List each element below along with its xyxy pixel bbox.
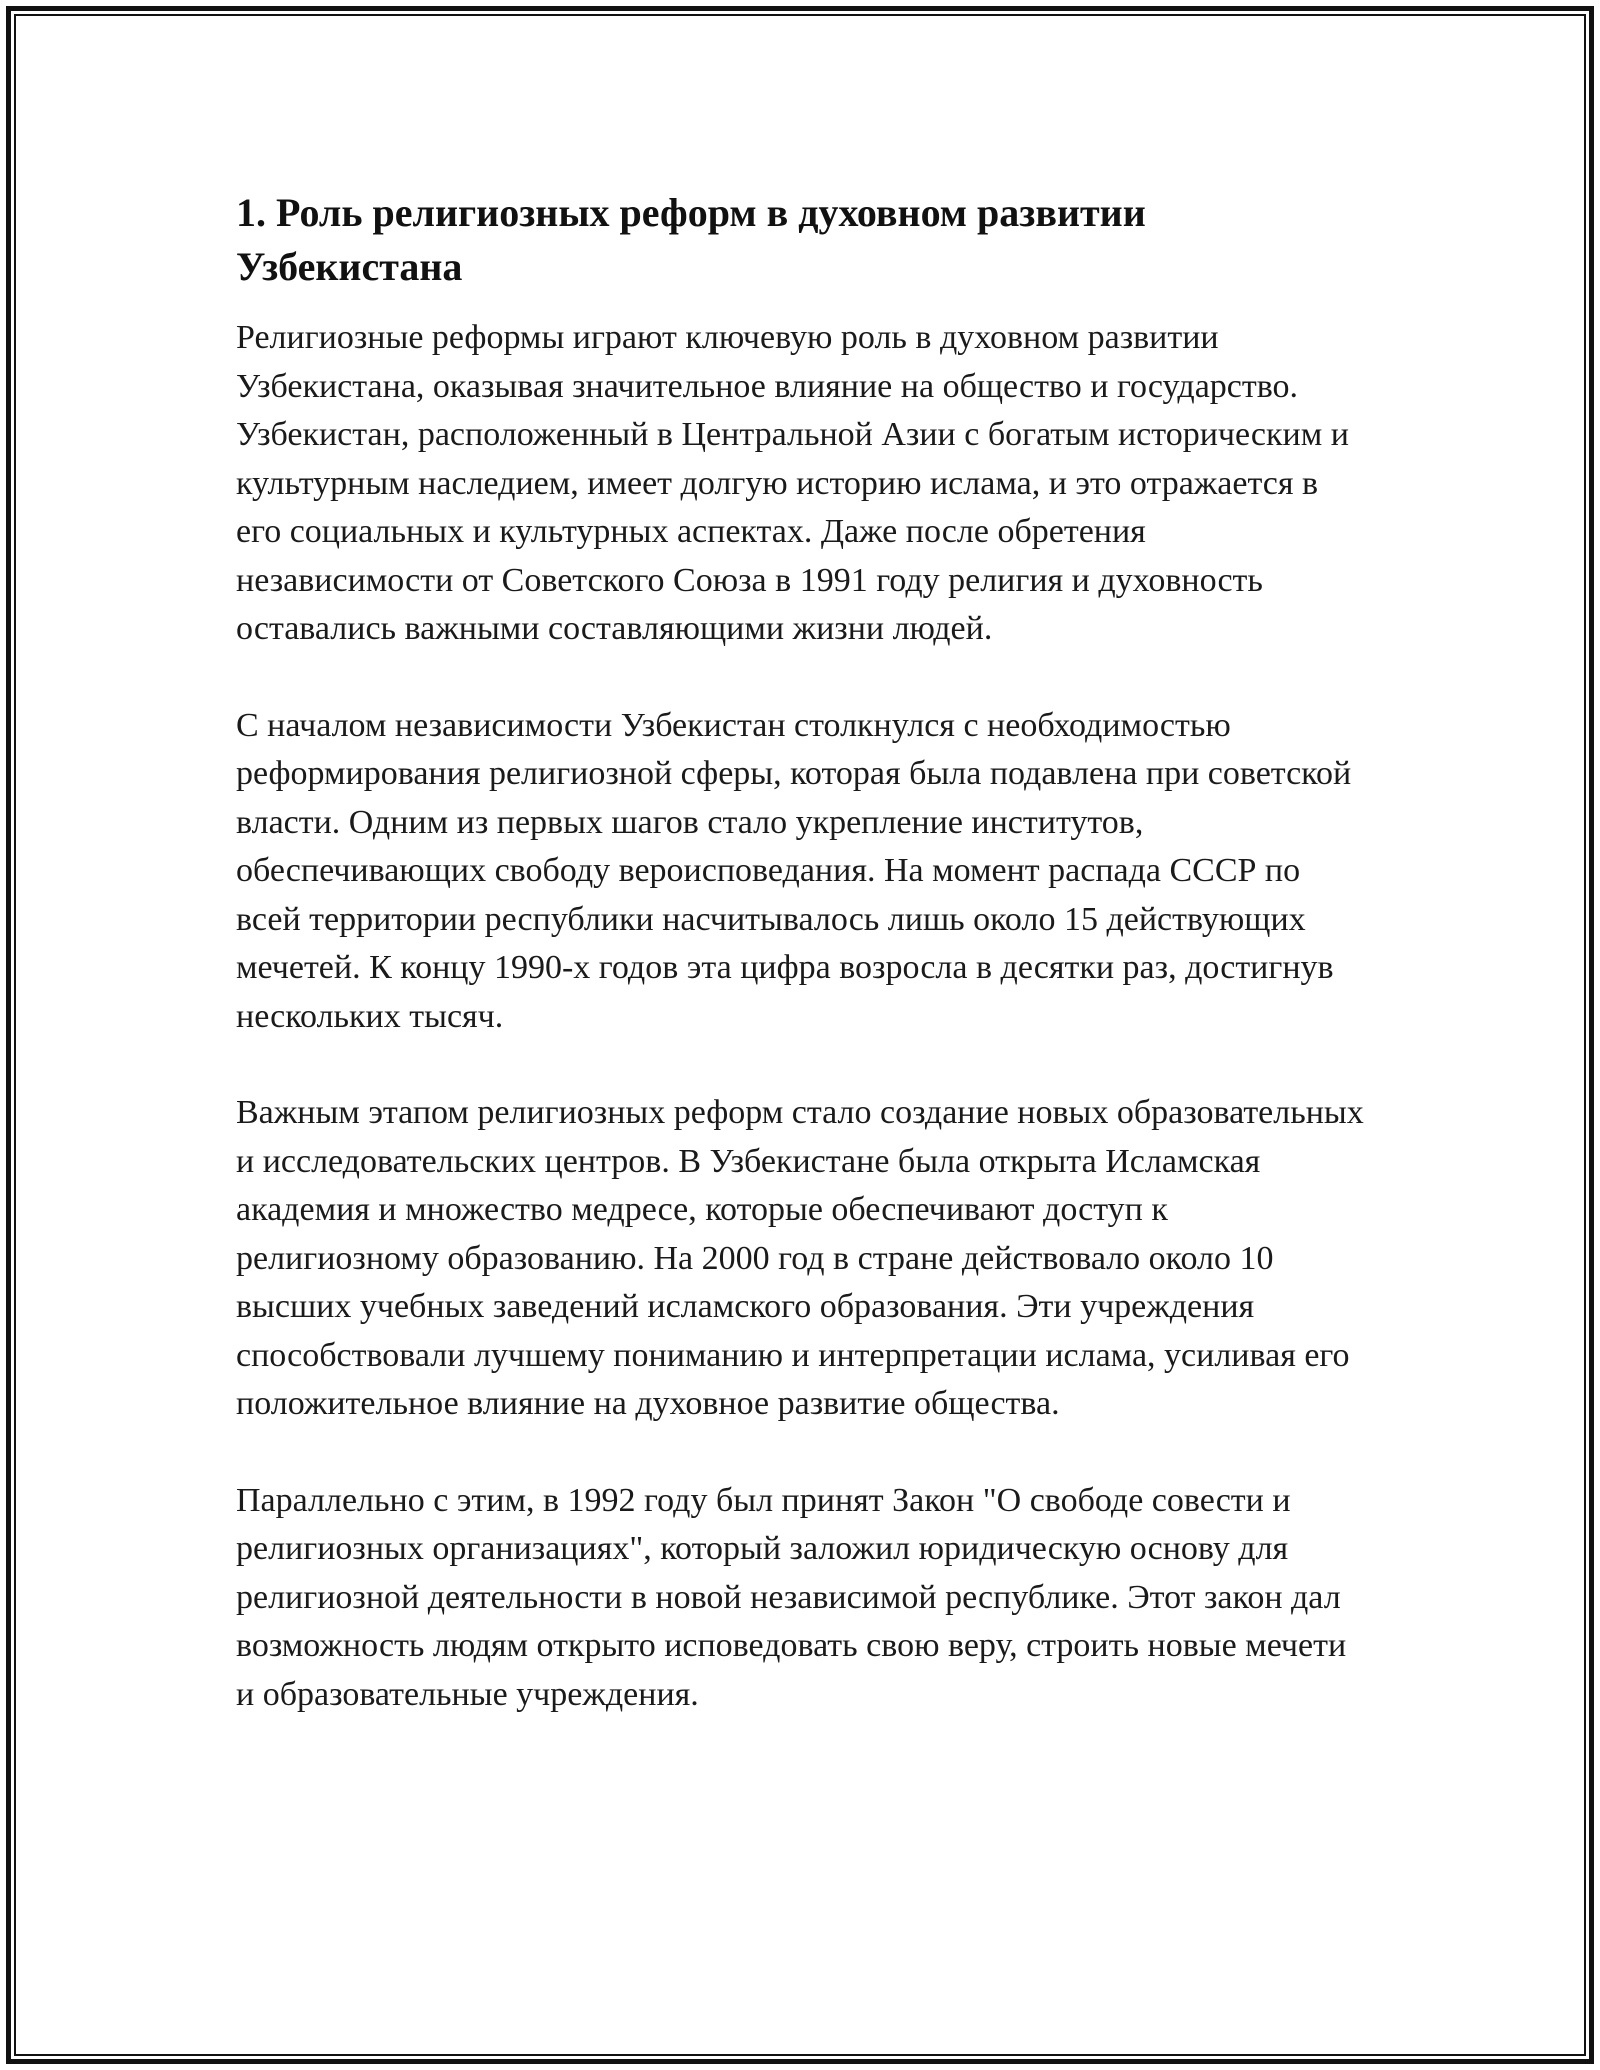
- section-heading: 1. Роль религиозных реформ в духовном развитии Узбекистана: [236, 190, 1146, 289]
- document-body: [236, 186, 1366, 1767]
- paragraph: С началом независимости Узбекистан столкнулся с необходимостью реформирования религиозной сферы, которая была подавлена при советской власти. Одним из первых шагов стало укрепление институтов, обеспечивающих свободу вероисповедания. На момент распада СССР по всей территории республики насчитывалось лишь около 15 действующих мечетей. К концу 1990-х годов эта цифра возросла в десятки раз, достигнув нескольких тысяч.: [236, 706, 1352, 1035]
- paragraph: Важным этапом религиозных реформ стало создание новых образовательных и исследовательских центров. В Узбекистане была открыта Исламская академия и множество медресе, которые обеспечивают доступ к религиозному образованию. На 2000 год в стране действовало около 10 высших учебных заведений исламского образования. Эти учреждения способствовали лучшему пониманию и интерпретации ислама, усиливая его положительное влияние на духовное развитие общества.: [236, 1094, 1364, 1422]
- paragraph: Религиозные реформы играют ключевую роль в духовном развитии Узбекистана, оказывая значительное влияние на общество и государство. Узбекистан, расположенный в Центральной Азии с богатым историческим и культурным наследием, имеет долгую историю ислама, и это отражается в его социальных и культурных аспектах. Даже после обретения независимости от Советского Союза в 1991 году религия и духовность оставались важными составляющими жизни людей.: [236, 319, 1349, 647]
- paragraph: Параллельно с этим, в 1992 году был принят Закон "О свободе совести и религиозных организациях", который заложил юридическую основу для религиозной деятельности в новой независимой республике. Этот закон дал возможность людям открыто исповедовать свою веру, строить новые мечети и образовательные учреждения.: [236, 1481, 1347, 1713]
